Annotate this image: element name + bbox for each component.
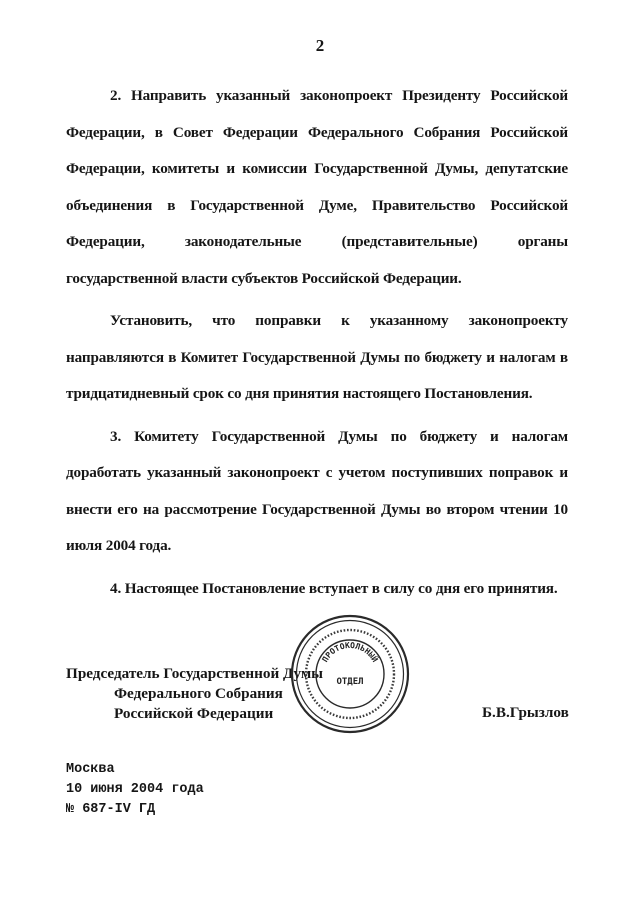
resolution-body <box>66 78 568 613</box>
document-footer <box>66 760 204 820</box>
stamp-center-top: ПРОТОКОЛЬНЫЙ <box>320 640 380 664</box>
paragraph-amendments: Установить, что поправки к указанному законопроекту направляются в Комитет Государственной Думы по бюджету и налогам в тридцатидневный срок со дня принятия настоящего Постановления. <box>66 312 568 402</box>
footer-city: Москва <box>66 762 115 777</box>
svg-text:ПРОТОКОЛЬНЫЙ <box>320 641 381 664</box>
signatory-name: Б.В.Грызлов <box>482 704 569 721</box>
signature-title-line2: Федерального Собрания <box>114 685 283 702</box>
paragraph-3: 3. Комитету Государственной Думы по бюджету и налогам доработать указанный законопроект с учетом поступивших поправок и внести его на рассмотрение Государственной Думы во втором чтении 10 июля 2004 года. <box>66 427 568 554</box>
paragraph-2: 2. Направить указанный законопроект Президенту Российской Федерации, в Совет Федерации Федерального Собрания Российской Федерации, комитеты и комиссии Государственной Думы, депутатские объединения в Государственной Думе, Правительство Российской Федерации, законодательные (представительные) органы государственной власти субъектов Российской Федерации. <box>66 87 568 287</box>
footer-number: № 687-IV ГД <box>66 802 156 817</box>
stamp-center-bottom: ОТДЕЛ <box>336 677 364 687</box>
official-stamp <box>288 612 412 736</box>
signature-title-line1: Председатель Государственной Думы <box>66 665 324 682</box>
signature-title <box>66 664 323 724</box>
footer-date: 10 июня 2004 года <box>66 782 204 797</box>
paragraph-4: 4. Настоящее Постановление вступает в силу со дня его принятия. <box>110 579 558 597</box>
page-number: 2 <box>315 36 325 55</box>
signature-title-line3: Российской Федерации <box>114 705 274 722</box>
